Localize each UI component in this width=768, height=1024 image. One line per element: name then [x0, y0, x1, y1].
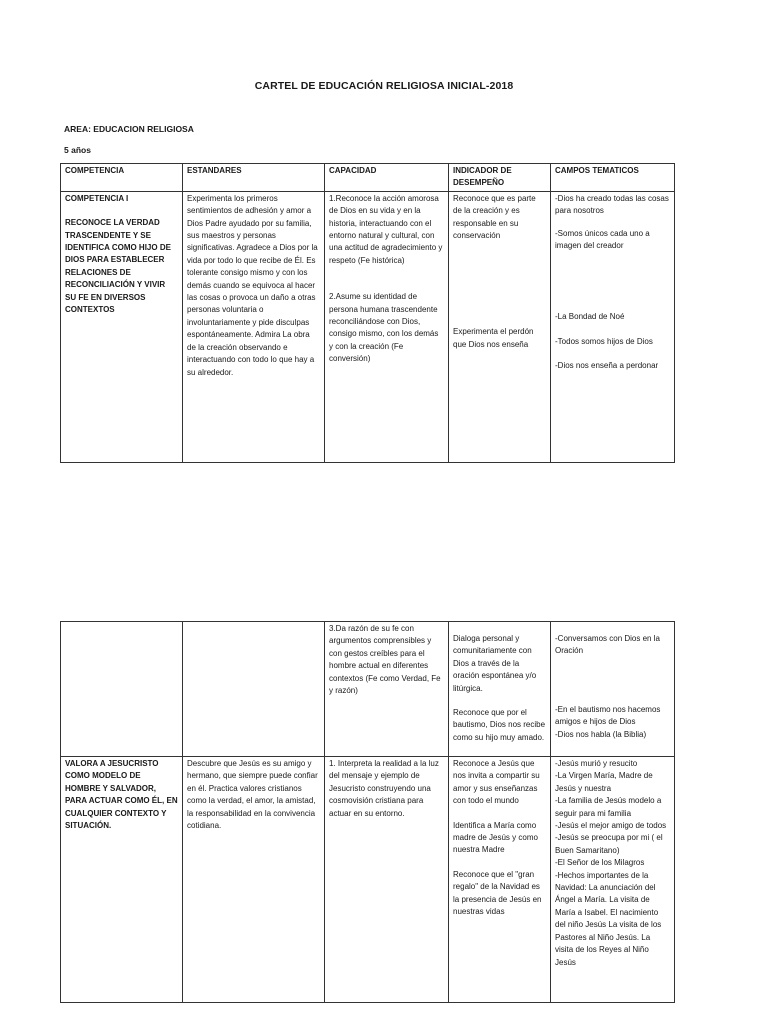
capacidad-cell	[325, 622, 449, 757]
estandares-cell	[183, 191, 325, 462]
area-label: AREA: EDUCACION RELIGIOSA	[64, 124, 194, 134]
table-header-row	[61, 164, 675, 192]
competencia-cell	[61, 757, 183, 1003]
table-row	[61, 622, 675, 757]
header-competencia: COMPETENCIA	[61, 164, 183, 192]
competencia-text: VALORA A JESUCRISTO COMO MODELO DE HOMBRE Y SALVADOR, PARA ACTUAR COMO ÉL, EN CUALQUIER CONTEXTO Y SITUACIÓN.	[65, 759, 178, 831]
indicador-cell	[449, 757, 551, 1003]
campos-list: -Jesús murió y resucito -La Virgen María, Madre de Jesús y nuestra -La familia de Jesús modelo a seguir para mi familia -Jesús el mejor amigo de todos -Jesús se preocupa por mi ( el Buen Samaritano) -El Señor de los Milagros -Hechos importantes de la Navidad: La anunciación del Ángel a María. La visita de María a Isabel. El nacimiento del niño Jesús La visita de los Pastores al Niño Jesús. La visita de los Reyes al Niño Jesús	[555, 759, 667, 967]
campos-cell	[551, 191, 675, 462]
indicador-item: Reconoce que por el bautismo, Dios nos recibe como su hijo muy amado.	[453, 708, 546, 742]
capacidad-3: 3.Da razón de su fe con argumentos comprensibles y con gestos creíbles para el hombre actual en diferentes contextos (Fe como Verdad, Fe y razón)	[329, 624, 441, 696]
campos-item: -Todos somos hijos de Dios	[555, 336, 653, 346]
header-indicador: INDICADOR DE DESEMPEÑO	[449, 164, 551, 192]
document-title: CARTEL DE EDUCACIÓN RELIGIOSA INICIAL-2018	[254, 80, 514, 92]
campos-item: -Dios ha creado todas las cosas para nosotros	[555, 193, 669, 216]
competencia-cell-empty	[61, 622, 183, 757]
capacidad-cell	[325, 757, 449, 1003]
competencia-cell	[61, 191, 183, 462]
header-capacidad: CAPACIDAD	[325, 164, 449, 192]
campos-cell	[551, 757, 675, 1003]
estandares-cell-empty	[183, 622, 325, 757]
indicador-item: Reconoce que el "gran regalo" de la Navidad es la presencia de Jesús en nuestras vidas	[453, 869, 542, 917]
campos-item: -Dios nos habla (la Biblia)	[555, 729, 647, 739]
campos-item: -Somos únicos cada uno a imagen del creador	[555, 228, 650, 251]
capacidad-text: 1. Interpreta la realidad a la luz del mensaje y ejemplo de Jesucristo construyendo una cosmovisión cristiana para actuar en su entorno.	[329, 759, 439, 818]
indicador-item: Dialoga personal y comunitariamente con Dios a través de la oración espontánea y/o litúrgica.	[453, 634, 537, 693]
capacidad-2: 2.Asume su identidad de persona humana trascendente reconciliándose con Dios, consigo mismo, con los demás y con la creación (Fe conversión)	[329, 292, 439, 364]
campos-item: -Conversamos con Dios en la Oración	[555, 634, 660, 656]
indicador-item: Identifica a María como madre de Jesús y como nuestra Madre	[453, 820, 538, 855]
capacidad-cell	[325, 191, 449, 462]
campos-item: -Dios nos enseña a perdonar	[555, 361, 659, 371]
header-campos: CAMPOS TEMATICOS	[551, 164, 675, 192]
estandares-text: Descubre que Jesús es su amigo y hermano, que siempre puede confiar en él. Practica valores cristianos como la verdad, el amor, la amistad, la responsabilidad en la convivencia cotidiana.	[187, 759, 318, 831]
indicador-item: Reconoce a Jesús que nos invita a compartir su amor y sus enseñanzas con todo el mundo	[453, 759, 540, 806]
campos-item: -La Bondad de Noé	[555, 312, 625, 322]
table-row	[61, 191, 675, 462]
indicador-1: Reconoce que es parte de la creación y es responsable en su conservación	[453, 193, 536, 241]
age-label: 5 años	[64, 145, 91, 155]
campos-item: -En el bautismo nos hacemos amigos e hijos de Dios	[555, 704, 661, 727]
campos-cell	[551, 622, 675, 757]
competencia-label: COMPETENCIA I	[65, 193, 129, 203]
competency-table-2	[60, 621, 675, 1003]
indicador-cell	[449, 191, 551, 462]
indicador-2: Experimenta el perdón que Dios nos enseña	[453, 327, 534, 349]
competency-table-1	[60, 163, 675, 463]
estandares-text: Experimenta los primeros sentimientos de adhesión y amor a Dios Padre ayudado por su familia, sus maestros y personas significativas. Agradece a Dios por la vida por todo lo que recibe de Él. Es tolerante consigo mismo y con los demás cuando se equivoca al hacer las cosas o provoca un daño a otras personas voluntaria o involuntariamente y pide disculpas espontáneamente. Admira La obra de la creación observando e interactuando con todo lo que hay a su alrededor.	[187, 193, 318, 377]
capacidad-1: 1.Reconoce la acción amorosa de Dios en su vida y en la historia, interactuando con el entorno natural y cultural, con una actitud de agradecimiento y respeto (Fe histórica)	[329, 193, 443, 265]
indicador-cell	[449, 622, 551, 757]
estandares-cell	[183, 757, 325, 1003]
table-row	[61, 757, 675, 1003]
competencia-text: RECONOCE LA VERDAD TRASCENDENTE Y SE IDENTIFICA COMO HIJO DE DIOS PARA ESTABLECER RELACIONES DE RECONCILIACIÓN Y VIVIR SU FE EN DIVERSOS CONTEXTOS	[65, 218, 171, 315]
header-estandares: ESTANDARES	[183, 164, 325, 192]
